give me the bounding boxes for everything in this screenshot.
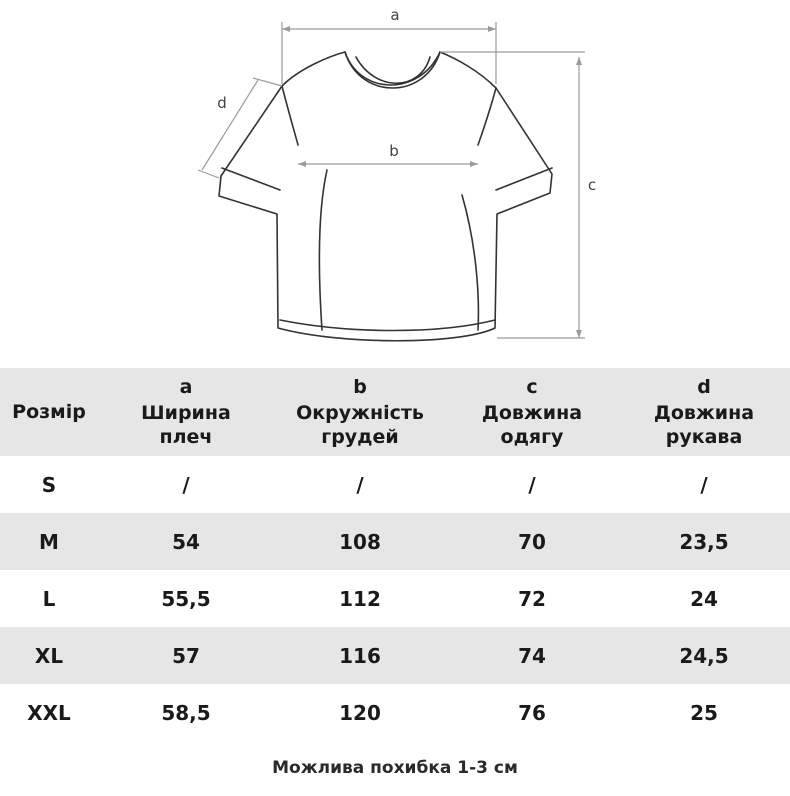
- cell-d: 24,5: [679, 643, 729, 668]
- header-b-name-1: Окружність: [296, 402, 424, 424]
- bottom-hem: [280, 320, 495, 331]
- cell-d: /: [700, 472, 708, 497]
- header-a-name-1: Ширина: [141, 402, 231, 424]
- tshirt-diagram: [0, 0, 790, 360]
- cell-size: XL: [34, 643, 64, 668]
- header-d: [618, 368, 790, 456]
- table-row: [0, 684, 790, 741]
- table-header-row: [0, 368, 790, 456]
- cell-c: /: [528, 472, 536, 497]
- cell-c: 76: [518, 700, 546, 725]
- table-row: [0, 513, 790, 570]
- cell-a: 57: [172, 643, 200, 668]
- header-a-letter: a: [179, 376, 193, 398]
- header-a: [98, 368, 274, 456]
- cell-size: M: [39, 529, 59, 554]
- size-table: [0, 368, 790, 741]
- cell-d: 24: [690, 586, 718, 611]
- cell-b: 108: [339, 529, 381, 554]
- cell-c: 74: [518, 643, 546, 668]
- cell-d: 23,5: [679, 529, 729, 554]
- tshirt-drawing: [0, 0, 790, 360]
- header-c-name-2: одягу: [500, 426, 564, 448]
- right-sleeve-hem: [496, 168, 552, 190]
- header-d-name-2: рукава: [665, 426, 743, 448]
- cell-c: 70: [518, 529, 546, 554]
- left-sleeve-seam: [282, 86, 298, 145]
- header-d-name-1: Довжина: [653, 402, 755, 424]
- label-c: c: [587, 176, 597, 194]
- header-c-name-1: Довжина: [481, 402, 583, 424]
- header-c: [446, 368, 618, 456]
- label-d: d: [217, 94, 227, 112]
- table-row: [0, 456, 790, 513]
- cell-size: S: [41, 472, 57, 497]
- header-size: Розмір: [12, 401, 86, 423]
- cell-a: /: [182, 472, 190, 497]
- label-a: a: [390, 6, 400, 24]
- header-b: [274, 368, 446, 456]
- left-side-seam: [319, 170, 327, 330]
- table-row: [0, 627, 790, 684]
- cell-a: 58,5: [161, 700, 211, 725]
- table-row: [0, 570, 790, 627]
- cell-a: 54: [172, 529, 200, 554]
- tshirt-body-outline: [219, 52, 552, 341]
- header-c-letter: c: [526, 376, 538, 398]
- header-b-letter: b: [353, 376, 367, 398]
- cell-b: 120: [339, 700, 381, 725]
- right-sleeve-seam: [478, 88, 496, 145]
- header-a-name-2: плеч: [159, 426, 213, 448]
- cell-size: L: [42, 586, 56, 611]
- left-sleeve-hem: [222, 168, 280, 190]
- header-d-letter: d: [697, 376, 711, 398]
- label-b: b: [389, 142, 399, 160]
- tolerance-note: Можлива похибка 1-3 см: [272, 758, 518, 778]
- cell-b: 112: [339, 586, 381, 611]
- header-b-name-2: грудей: [321, 426, 399, 448]
- measure-d-line: [202, 80, 258, 170]
- cell-c: 72: [518, 586, 546, 611]
- cell-a: 55,5: [161, 586, 211, 611]
- cell-d: 25: [690, 700, 718, 725]
- right-side-seam: [462, 195, 478, 330]
- cell-size: XXL: [27, 700, 71, 725]
- cell-b: /: [356, 472, 364, 497]
- cell-b: 116: [339, 643, 381, 668]
